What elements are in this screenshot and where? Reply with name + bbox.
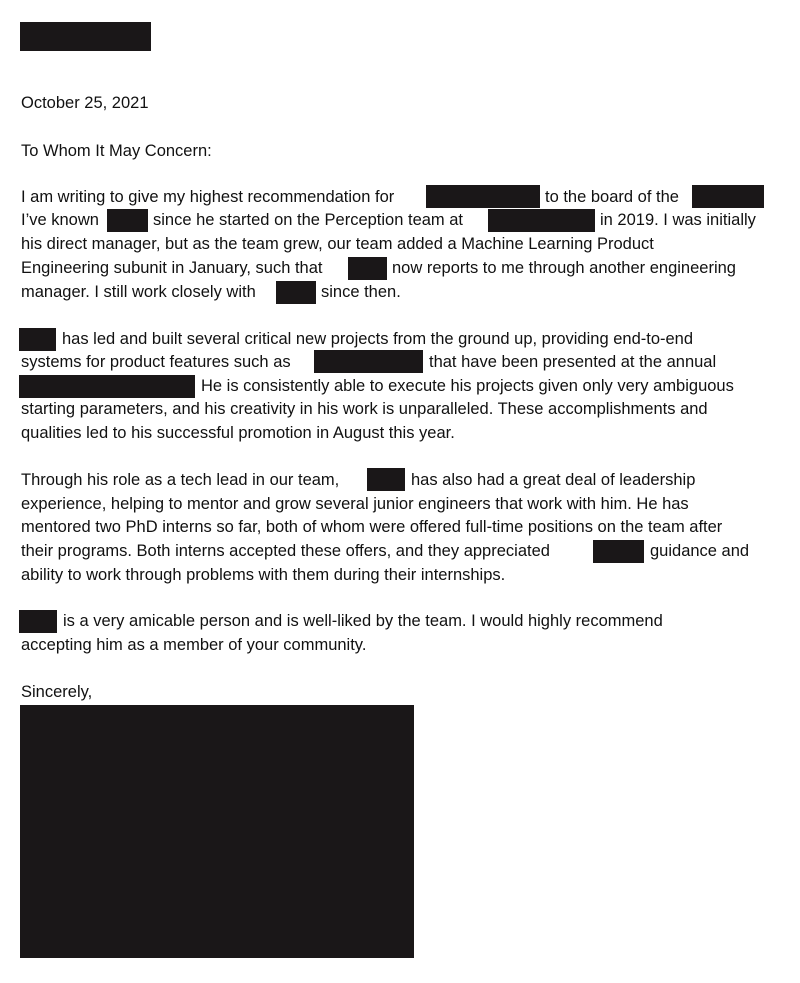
p2-line-1-text: has led and built several critical new projects from the ground up, providing end-to-end xyxy=(62,330,694,348)
redacted-name xyxy=(107,209,148,232)
p1-line-2-text-a: I’ve known xyxy=(21,211,99,229)
redacted-name xyxy=(276,281,316,304)
redacted-signature-block xyxy=(20,705,414,958)
redacted-company xyxy=(488,209,595,232)
redacted-name xyxy=(19,610,57,633)
redacted-letterhead xyxy=(20,22,151,51)
redacted-candidate-name xyxy=(426,185,540,208)
p3-line-1-text-b: has also had a great deal of leadership xyxy=(411,471,696,489)
p1-line-5-text-a: manager. I still work closely with xyxy=(21,283,256,301)
p2-line-2-text-b: that have been presented at the annual xyxy=(429,353,717,371)
date-text: October 25, 2021 xyxy=(21,94,149,112)
redacted-name-possessive xyxy=(593,540,644,563)
p1-line-4-text-b: now reports to me through another engineering xyxy=(392,259,736,277)
p2-line-2-text-a: systems for product features such as xyxy=(21,353,291,371)
p1-line-2-text-c: in 2019. I was initially xyxy=(600,211,756,229)
p4-line-2-text: accepting him as a member of your community. xyxy=(21,636,367,654)
redacted-name xyxy=(367,468,405,491)
p1-line-5-text-b: since then. xyxy=(321,283,401,301)
p1-line-4-text-a: Engineering subunit in January, such that xyxy=(21,259,323,277)
redacted-event-name xyxy=(19,375,195,398)
p3-line-2-text: experience, helping to mentor and grow several junior engineers that work with him. He has xyxy=(21,495,689,513)
p3-line-3-text: mentored two PhD interns so far, both of whom were offered full-time positions on the team after xyxy=(21,518,723,536)
p2-line-4-text: starting parameters, and his creativity in his work is unparalleled. These accomplishments and xyxy=(21,400,708,418)
p3-line-5-text: ability to work through problems with them during their internships. xyxy=(21,566,506,584)
redacted-name xyxy=(19,328,56,351)
p1-line-2-text-b: since he started on the Perception team at xyxy=(153,211,464,229)
p3-line-4-text-a: their programs. Both interns accepted these offers, and they appreciated xyxy=(21,542,550,560)
p1-line-1-text-a: I am writing to give my highest recommendation for xyxy=(21,188,395,206)
closing-text: Sincerely, xyxy=(21,683,93,701)
redacted-organization xyxy=(692,185,764,208)
p2-line-5-text: qualities led to his successful promotion in August this year. xyxy=(21,424,455,442)
p1-line-1-text-b: to the board of the xyxy=(545,188,679,206)
p2-line-3-text: He is consistently able to execute his projects given only very ambiguous xyxy=(201,377,734,395)
redacted-name xyxy=(348,257,387,280)
p4-line-1-text: is a very amicable person and is well-liked by the team. I would highly recommend xyxy=(63,612,663,630)
salutation-text: To Whom It May Concern: xyxy=(21,142,212,160)
redacted-product-features xyxy=(314,350,423,373)
p1-line-3-text: his direct manager, but as the team grew, our team added a Machine Learning Product xyxy=(21,235,654,253)
p3-line-4-text-b: guidance and xyxy=(650,542,750,560)
p3-line-1-text-a: Through his role as a tech lead in our team, xyxy=(21,471,340,489)
